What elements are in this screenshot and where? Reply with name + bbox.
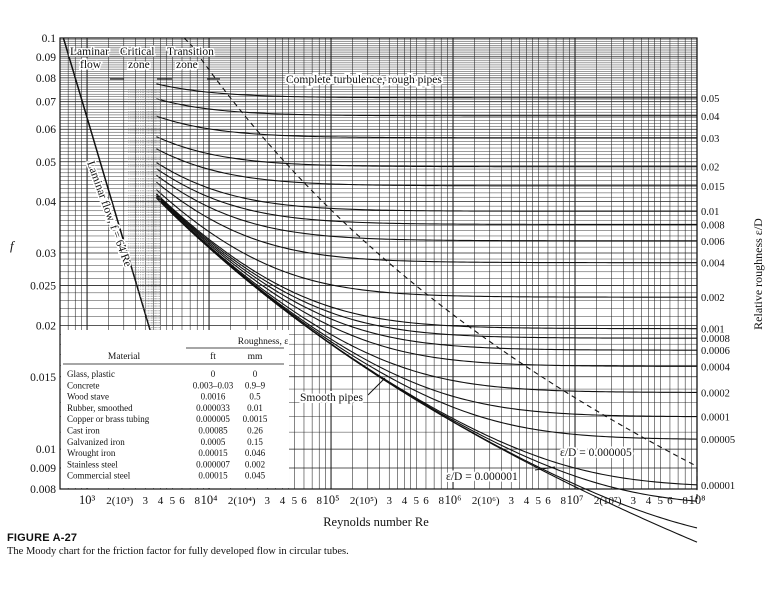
roughness-curve <box>156 149 697 186</box>
roughness-value-label: 0.02 <box>701 162 720 174</box>
figure-caption: The Moody chart for the friction factor for fully developed flow in circular tubes. <box>7 546 349 557</box>
x-tick-label: 2(10³) <box>106 495 134 507</box>
roughness-table-mm: 0 <box>252 369 258 379</box>
roughness-table-ft: 0.000007 <box>196 459 230 470</box>
x-tick-label: 2(10⁵) <box>349 495 378 507</box>
x-tick-label: 3 <box>630 495 636 507</box>
roughness-table-ft: 0.000033 <box>196 402 230 413</box>
zone-label-laminar-flow: flow <box>80 59 102 71</box>
roughness-value-label: 0.008 <box>701 220 725 232</box>
x-tick-label: 4 <box>523 495 530 507</box>
roughness-curve <box>156 175 697 241</box>
x-tick-label: 4 <box>645 495 652 507</box>
eps-1e-6-label: ε/D = 0.000001 <box>446 471 518 483</box>
figure-label: FIGURE A-27 <box>7 532 78 544</box>
roughness-table-ft: 0.00015 <box>198 448 228 459</box>
roughness-table-mm: 0.5 <box>249 391 261 402</box>
smooth-pipes-label: Smooth pipes <box>300 392 363 404</box>
x-tick-label: 3 <box>386 495 392 507</box>
roughness-curve <box>156 182 697 263</box>
x-tick-label: 6 <box>545 495 551 507</box>
roughness-table-ft: 0.00085 <box>198 425 228 436</box>
roughness-table-material: Wrought iron <box>67 448 116 459</box>
x-axis-label: Reynolds number Re <box>323 515 429 529</box>
roughness-value-label: 0.0008 <box>701 334 730 346</box>
x-tick-label: 4 <box>279 495 286 507</box>
zone-label-critical: Critical <box>120 46 155 58</box>
roughness-table-ft: 0.000005 <box>196 414 230 425</box>
roughness-value-label: 0.00005 <box>701 435 736 447</box>
roughness-table-material: Rubber, smoothed <box>67 402 133 413</box>
roughness-table-material: Commercial steel <box>67 470 131 481</box>
zone-label-laminar: Laminar <box>70 46 109 58</box>
roughness-table-mm: 0.045 <box>244 470 266 481</box>
x-tick-label: 5 <box>169 495 176 507</box>
x-tick-label: 4 <box>401 495 408 507</box>
roughness-value-label: 0.03 <box>701 133 720 145</box>
roughness-table-mm: 0.15 <box>247 436 263 447</box>
x-tick-label: 3 <box>508 495 514 507</box>
y-tick-label: 0.015 <box>30 371 56 384</box>
roughness-value-label: 0.0001 <box>701 412 730 424</box>
y-axis-left-label: f <box>10 238 14 253</box>
x-tick-label: 8 <box>682 495 688 507</box>
x-tick-label: 10⁷ <box>566 493 584 507</box>
x-tick-label: 5 <box>657 495 664 507</box>
roughness-table-mm: 0.01 <box>247 402 263 413</box>
roughness-table-material: Copper or brass tubing <box>67 414 150 425</box>
eps-5e-6-label: ε/D = 0.000005 <box>560 447 632 459</box>
x-tick-label: 10³ <box>78 493 96 507</box>
roughness-table-group-header: Roughness, ε <box>237 337 289 347</box>
roughness-table-material: Concrete <box>67 380 100 391</box>
x-tick-label: 2(10⁶) <box>471 495 500 507</box>
roughness-table-ft: 0.0005 <box>200 436 226 447</box>
complete-turbulence-label: Complete turbulence, rough pipes <box>286 74 442 86</box>
y-tick-label: 0.009 <box>30 462 56 475</box>
roughness-table-mm: 0.0015 <box>242 414 268 425</box>
y-tick-label: 0.05 <box>35 156 56 169</box>
roughness-table-material: Wood stave <box>67 391 110 402</box>
roughness-table-ft: 0.00015 <box>198 470 228 481</box>
x-tick-label: 6 <box>423 495 429 507</box>
x-tick-label: 5 <box>291 495 298 507</box>
roughness-table-ft: 0.0016 <box>200 391 226 402</box>
y-tick-label: 0.01 <box>35 444 56 457</box>
roughness-value-label: 0.01 <box>701 207 720 219</box>
roughness-table-mm: 0.002 <box>244 459 266 470</box>
y-tick-label: 0.09 <box>35 51 56 64</box>
roughness-table-material: Glass, plastic <box>67 369 115 379</box>
roughness-table-header: mm <box>247 352 263 362</box>
x-tick-label: 6 <box>301 495 307 507</box>
x-tick-label: 10⁸ <box>688 493 706 507</box>
roughness-table-ft: 0.003–0.03 <box>192 380 234 391</box>
roughness-table-ft: 0 <box>210 369 216 379</box>
y-tick-label: 0.02 <box>35 320 56 333</box>
roughness-table <box>61 330 289 488</box>
roughness-table-header: Material <box>107 352 141 362</box>
roughness-value-label: 0.00001 <box>701 480 736 492</box>
x-tick-label: 10⁴ <box>200 493 218 507</box>
y-tick-label: 0.025 <box>30 280 56 293</box>
y-axis-right-label: Relative roughness ε/D <box>751 218 765 330</box>
x-tick-label: 5 <box>535 495 542 507</box>
x-tick-label: 6 <box>179 495 185 507</box>
x-tick-label: 8 <box>316 495 322 507</box>
y-tick-label: 0.1 <box>41 33 56 45</box>
roughness-table-header: ft <box>210 352 216 362</box>
y-tick-label: 0.03 <box>35 247 56 260</box>
roughness-value-label: 0.0004 <box>701 362 730 374</box>
x-tick-label: 2(10⁴) <box>227 495 256 507</box>
roughness-value-label: 0.0006 <box>701 346 730 358</box>
y-tick-label: 0.06 <box>35 124 56 137</box>
roughness-table-mm: 0.046 <box>244 448 266 459</box>
x-tick-label: 10⁶ <box>444 493 462 507</box>
zone-label-transition: Transition <box>167 46 214 58</box>
y-tick-label: 0.04 <box>35 196 56 209</box>
x-tick-label: 8 <box>438 495 444 507</box>
roughness-curve <box>156 190 697 298</box>
roughness-curve <box>156 163 697 212</box>
x-tick-label: 2(10⁷) <box>593 495 622 507</box>
x-tick-label: 5 <box>413 495 420 507</box>
y-tick-label: 0.07 <box>35 96 56 109</box>
x-tick-label: 6 <box>667 495 673 507</box>
zone-label-critical-zone: zone <box>128 59 150 71</box>
roughness-value-label: 0.04 <box>701 111 720 123</box>
roughness-value-label: 0.004 <box>701 258 725 270</box>
critical-zone-hatch <box>129 89 161 365</box>
roughness-table-mm: 0.9–9 <box>244 380 266 391</box>
roughness-value-label: 0.015 <box>701 181 725 193</box>
roughness-table-material: Stainless steel <box>67 459 118 470</box>
laminar-flow-label: Laminar flow, f = 64/Re <box>84 159 134 269</box>
zone-label-transition-zone: zone <box>176 59 198 71</box>
x-tick-label: 3 <box>142 495 149 507</box>
roughness-value-label: 0.001 <box>701 324 725 336</box>
roughness-value-label: 0.006 <box>701 236 725 248</box>
smooth-pipes-pointer <box>368 378 385 395</box>
x-tick-label: 8 <box>560 495 566 507</box>
roughness-value-label: 0.05 <box>701 93 720 105</box>
roughness-table-material: Cast iron <box>67 425 100 436</box>
y-tick-label: 0.008 <box>30 484 56 496</box>
roughness-curve <box>156 137 697 167</box>
roughness-curve <box>156 116 697 138</box>
roughness-value-label: 0.0002 <box>701 388 730 400</box>
roughness-value-label: 0.002 <box>701 293 725 305</box>
x-tick-label: 8 <box>194 495 200 507</box>
x-tick-label: 10⁵ <box>322 493 340 507</box>
roughness-table-mm: 0.26 <box>247 425 263 436</box>
x-tick-label: 3 <box>264 495 271 507</box>
y-tick-label: 0.08 <box>35 72 56 85</box>
x-tick-label: 4 <box>157 495 164 507</box>
roughness-table-material: Galvanized iron <box>67 436 125 447</box>
